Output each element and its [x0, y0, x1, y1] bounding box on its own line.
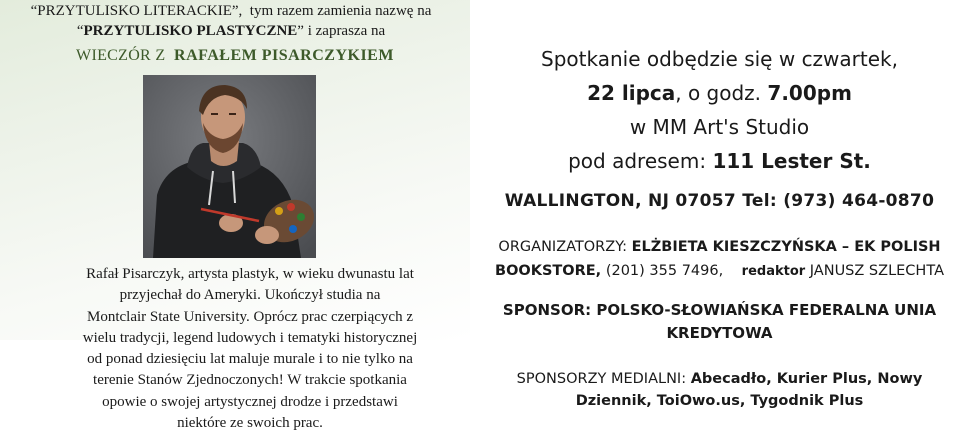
organizer-name: ELŻBIETA KIESZCZYŃSKA – EK POLISH: [631, 239, 941, 255]
bio-line: wielu tradycji, legend ludowych i tematyki historycznej: [82, 329, 418, 346]
meeting-time: 7.00pm: [767, 81, 852, 105]
meeting-venue: w MM Art's Studio: [629, 115, 810, 139]
media-line-2: [470, 390, 969, 412]
editor-name: JANUSZ SZLECHTA: [809, 263, 944, 279]
bio-line: terenie Stanów Zjednoczonych! W trakcie spotkania: [93, 372, 407, 389]
intro-invite-text: ” i zaprasza na: [297, 23, 386, 39]
intro-line-2: [0, 22, 462, 40]
address-label: pod adresem:: [568, 149, 707, 173]
intro-rename-text: tym razem zamienia nazwę na: [249, 3, 432, 19]
event-title-prefix: WIECZÓR Z: [76, 47, 166, 64]
sponsor-line-2: KREDYTOWA: [666, 324, 773, 342]
organizers-line-2: [470, 259, 969, 284]
organizer-phone: (201) 355 7496,: [605, 263, 724, 279]
organizers-line-1: [470, 235, 969, 259]
media-sponsors: [470, 368, 969, 412]
quote-open: “: [76, 23, 84, 39]
meeting-address: [470, 144, 969, 178]
sponsor: [470, 299, 969, 345]
intro-new-name: PRZYTULISKO PLASTYCZNE: [83, 23, 298, 39]
organizers-label: ORGANIZATORZY:: [498, 239, 628, 255]
bio-line: opowie o swojej artystycznej drodze i przedstawi: [102, 393, 398, 410]
bio-line: Rafał Pisarczyk, artysta plastyk, w wieku dwunastu lat: [86, 266, 414, 282]
organizers: [470, 235, 969, 284]
meeting-day: Spotkanie odbędzie się w czwartek,: [541, 47, 898, 71]
address-street: 111 Lester St.: [712, 149, 871, 173]
media-names-1: Abecadło, Kurier Plus, Nowy: [690, 371, 923, 387]
event-right-column: [470, 0, 969, 448]
media-line-1: [470, 368, 969, 390]
intro-literary-name: “PRZYTULISKO LITERACKIE”,: [30, 3, 243, 19]
sponsor-line-1: SPONSOR: POLSKO-SŁOWIAŃSKA FEDERALNA UNIA: [502, 301, 937, 319]
meeting-details: [470, 42, 969, 178]
meeting-time-label: , o godz.: [675, 81, 762, 105]
bio-line: Montclair State University. Oprócz prac czerpiących z: [87, 308, 413, 325]
media-label: SPONSORZY MEDIALNI:: [516, 371, 687, 387]
intro-line-1: [0, 2, 462, 20]
organizer-bookstore: BOOKSTORE,: [495, 263, 602, 279]
event-title-artist: RAFAŁEM PISARCZYKIEM: [174, 47, 394, 64]
editor-label: redaktor: [741, 264, 806, 279]
artist-bio: [32, 264, 468, 434]
artist-photo: [143, 75, 316, 258]
event-title: [0, 47, 470, 65]
bio-line: od ponad dziesięciu lat maluje murale i to nie tylko na: [87, 351, 413, 368]
event-left-column: [0, 0, 462, 448]
meeting-date: 22 lipca: [587, 81, 676, 105]
bio-line: niektóre ze swoich prac.: [177, 415, 323, 432]
media-names-2: Dziennik, ToiOwo.us, Tygodnik Plus: [575, 393, 864, 409]
meeting-date-time: [470, 76, 969, 110]
city-phone-line: WALLINGTON, NJ 07057 Tel: (973) 464-0870: [504, 191, 935, 211]
bio-line: przyjechał do Ameryki. Ukończył studia na: [119, 287, 381, 304]
